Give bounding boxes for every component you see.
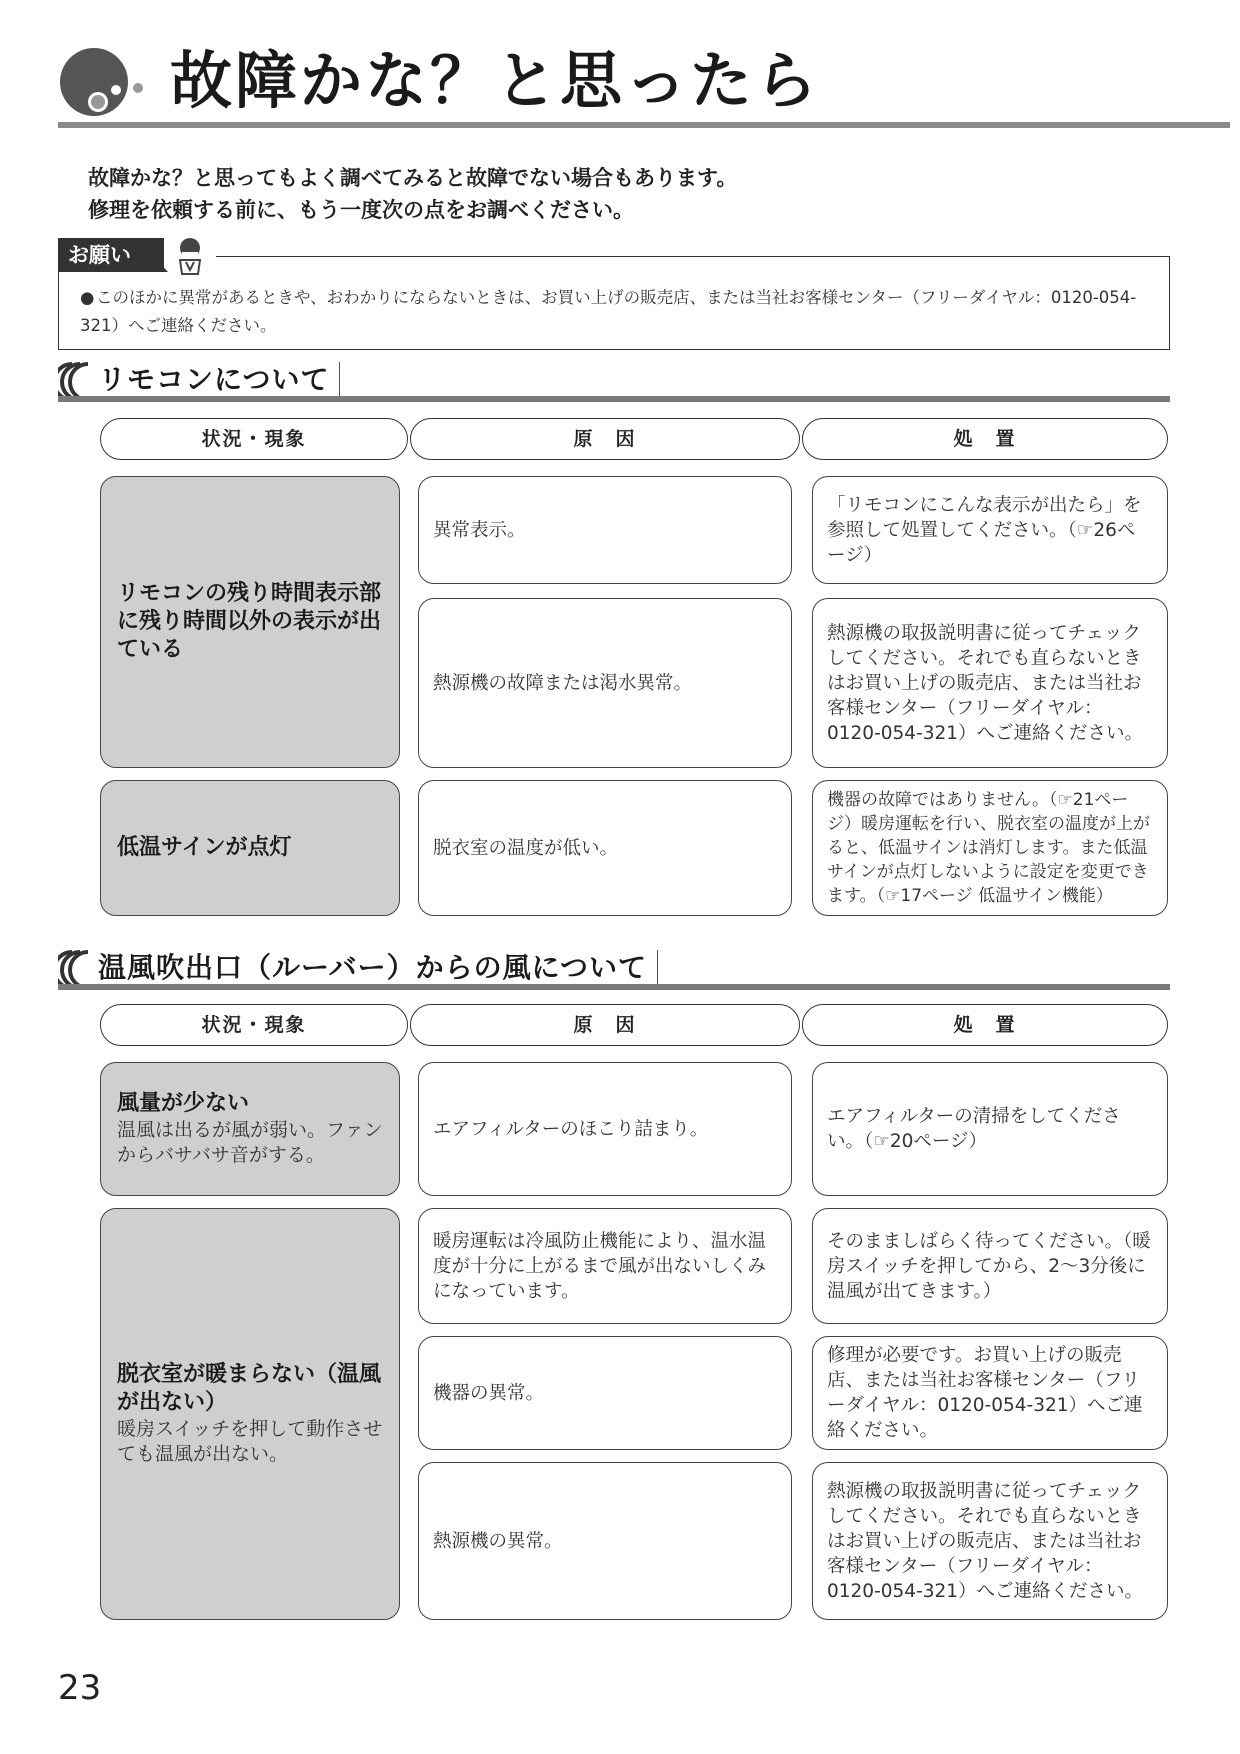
section-rule [58, 396, 1170, 402]
situation-main: 低温サインが点灯 [117, 835, 292, 860]
section-title: 温風吹出口（ルーバー）からの風について [98, 950, 658, 986]
situation-main: 脱衣室が暖まらない（温風が出ない） [117, 1362, 382, 1415]
header-remedy: 処 置 [802, 1004, 1168, 1046]
situation-cell [100, 780, 400, 916]
notice-body: このほかに異常があるときや、おわかりにならないときは、お買い上げの販売店、または当社お客様センター（フリーダイヤル：0120-054-321）へご連絡ください。 [80, 288, 1137, 335]
situation-cell [100, 1208, 400, 1620]
situation-main: 風量が少ない [117, 1091, 250, 1116]
remedy-cell: 熱源機の取扱説明書に従ってチェックしてください。それでも直らないときはお買い上げの販売店、または当社お客様センター（フリーダイヤル：0120-054-321）へご連絡ください。 [812, 1462, 1168, 1620]
title-dots-icon [58, 44, 148, 120]
remedy-cell: 「リモコンにこんな表示が出たら」を参照して処置してください。（☞26ページ） [812, 476, 1168, 584]
situation-sub: 温風は出るが風が弱い。ファンからバサバサ音がする。 [117, 1119, 383, 1166]
intro-line-2: 修理を依頼する前に、もう一度次の点をお調べください。 [88, 198, 634, 222]
section-heading-airflow [58, 950, 1170, 994]
cause-cell: 熱源機の異常。 [418, 1462, 792, 1620]
remedy-cell: 機器の故障ではありません。（☞21ページ）暖房運転を行い、脱衣室の温度が上がると、低温サインは消灯します。また低温サインが点灯しないように設定を変更できます。（☞17ページ 低温サイン機能） [812, 780, 1168, 916]
intro-line-1: 故障かな？と思ってもよく調べてみると故障でない場合もあります。 [88, 166, 738, 190]
bowing-person-icon [176, 236, 204, 276]
intro-text [88, 162, 737, 226]
remedy-cell: 熱源機の取扱説明書に従ってチェックしてください。それでも直らないときはお買い上げの販売店、または当社お客様センター（フリーダイヤル：0120-054-321）へご連絡ください。 [812, 598, 1168, 768]
situation-main: リモコンの残り時間表示部に残り時間以外の表示が出ている [117, 581, 382, 662]
cause-cell: 脱衣室の温度が低い。 [418, 780, 792, 916]
bullet-icon: ● [80, 288, 95, 307]
notice-text [80, 284, 1160, 340]
page-header [58, 40, 1230, 130]
cause-cell: エアフィルターのほこり詰まり。 [418, 1062, 792, 1196]
header-situation: 状況・現象 [100, 1004, 408, 1046]
notice-label: お願い [58, 238, 164, 272]
section-rule [58, 984, 1170, 990]
page-title: 故障かな？と思ったら [170, 44, 821, 117]
situation-cell [100, 476, 400, 768]
remedy-cell: そのまましばらく待ってください。（暖房スイッチを押してから、2～3分後に温風が出てきます。） [812, 1208, 1168, 1324]
cause-cell: 熱源機の故障または渇水異常。 [418, 598, 792, 768]
section-heading-remote [58, 362, 1170, 406]
situation-cell [100, 1062, 400, 1196]
header-situation: 状況・現象 [100, 418, 408, 460]
title-rule [58, 122, 1230, 128]
cause-cell: 暖房運転は冷風防止機能により、温水温度が十分に上がるまで風が出ないしくみになっています。 [418, 1208, 792, 1324]
situation-sub: 暖房スイッチを押して動作させても温風が出ない。 [117, 1418, 383, 1465]
header-cause: 原 因 [410, 418, 800, 460]
remedy-cell: エアフィルターの清掃をしてください。（☞20ページ） [812, 1062, 1168, 1196]
header-cause: 原 因 [410, 1004, 800, 1046]
section-title: リモコンについて [98, 362, 340, 398]
header-remedy: 処 置 [802, 418, 1168, 460]
page-number: 23 [58, 1668, 102, 1708]
cause-cell: 機器の異常。 [418, 1336, 792, 1450]
cause-cell: 異常表示。 [418, 476, 792, 584]
remedy-cell: 修理が必要です。お買い上げの販売店、または当社お客様センター（フリーダイヤル：0120-054-321）へご連絡ください。 [812, 1336, 1168, 1450]
